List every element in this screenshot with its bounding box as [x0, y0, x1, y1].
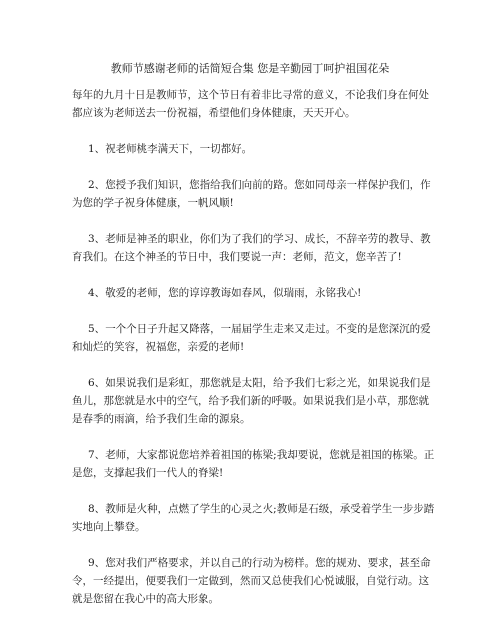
item-text: 敬爱的老师，您的谆谆教诲如春风，似瑞雨，永铭我心! [105, 287, 362, 299]
list-item [72, 230, 437, 266]
list-item [72, 176, 437, 212]
item-text: 祝老师桃李满天下，一切都好。 [105, 143, 253, 155]
list-item [72, 140, 437, 158]
document-title: 教师节感谢老师的话简短合集 您是辛勤园丁呵护祖国花朵 [110, 62, 390, 75]
item-text: 如果说我们是彩虹，那您就是太阳，给予我们七彩之光，如果说我们是鱼儿，那您就是水中的空气，给予我们新的呼吸。如果说我们是小草，那您就是春季的雨滴，给予我们生命的源泉。 [72, 377, 431, 425]
list-item [72, 446, 437, 482]
item-text: 老师，大家都说您培养着祖国的栋梁;我却要说，您就是祖国的栋梁。正是您，支撑起我们一代人的脊梁! [72, 449, 435, 479]
item-text: 老师是神圣的职业，你们为了我们的学习、成长，不辞辛劳的教导、教育我们。在这个神圣的节日中，我们要说一声：老师，范文，您辛苦了! [72, 233, 431, 263]
item-text: 教师是火种，点燃了学生的心灵之火;教师是石级，承受着学生一步步踏实地向上攀登。 [72, 503, 435, 533]
item-number: 9、 [88, 557, 106, 569]
item-number: 4、 [88, 287, 106, 299]
list-item [72, 554, 437, 608]
item-number: 8、 [88, 503, 106, 515]
item-number: 5、 [88, 323, 106, 335]
list-item [72, 320, 437, 356]
list-item [72, 284, 437, 302]
item-number: 3、 [88, 233, 106, 245]
item-number: 6、 [88, 377, 106, 389]
item-number: 7、 [88, 449, 106, 461]
item-number: 1、 [88, 143, 106, 155]
intro-paragraph: 每年的九月十日是教师节，这个节日有着非比寻常的意义，不论我们身在何处都应该为老师送去一份祝福，希望他们身体健康，天天开心。 [72, 89, 429, 119]
list-item [72, 374, 437, 428]
item-number: 2、 [88, 179, 106, 191]
item-text: 您授予我们知识，您指给我们向前的路。您如同母亲一样保护我们，作为您的学子祝身体健康，一帆风顺! [72, 179, 431, 209]
list-item [72, 500, 437, 536]
document-body [72, 86, 437, 626]
item-text: 一个个日子升起又降落，一届届学生走来又走过。不变的是您深沉的爱和灿烂的笑容，祝福您，亲爱的老师! [72, 323, 431, 353]
item-text: 您对我们严格要求，并以自己的行动为榜样。您的规劝、要求，甚至命令，一经提出，便要我们一定做到，然而又总使我们心悦诚服，自觉行动。这就是您留在我心中的高大形象。 [72, 557, 431, 605]
